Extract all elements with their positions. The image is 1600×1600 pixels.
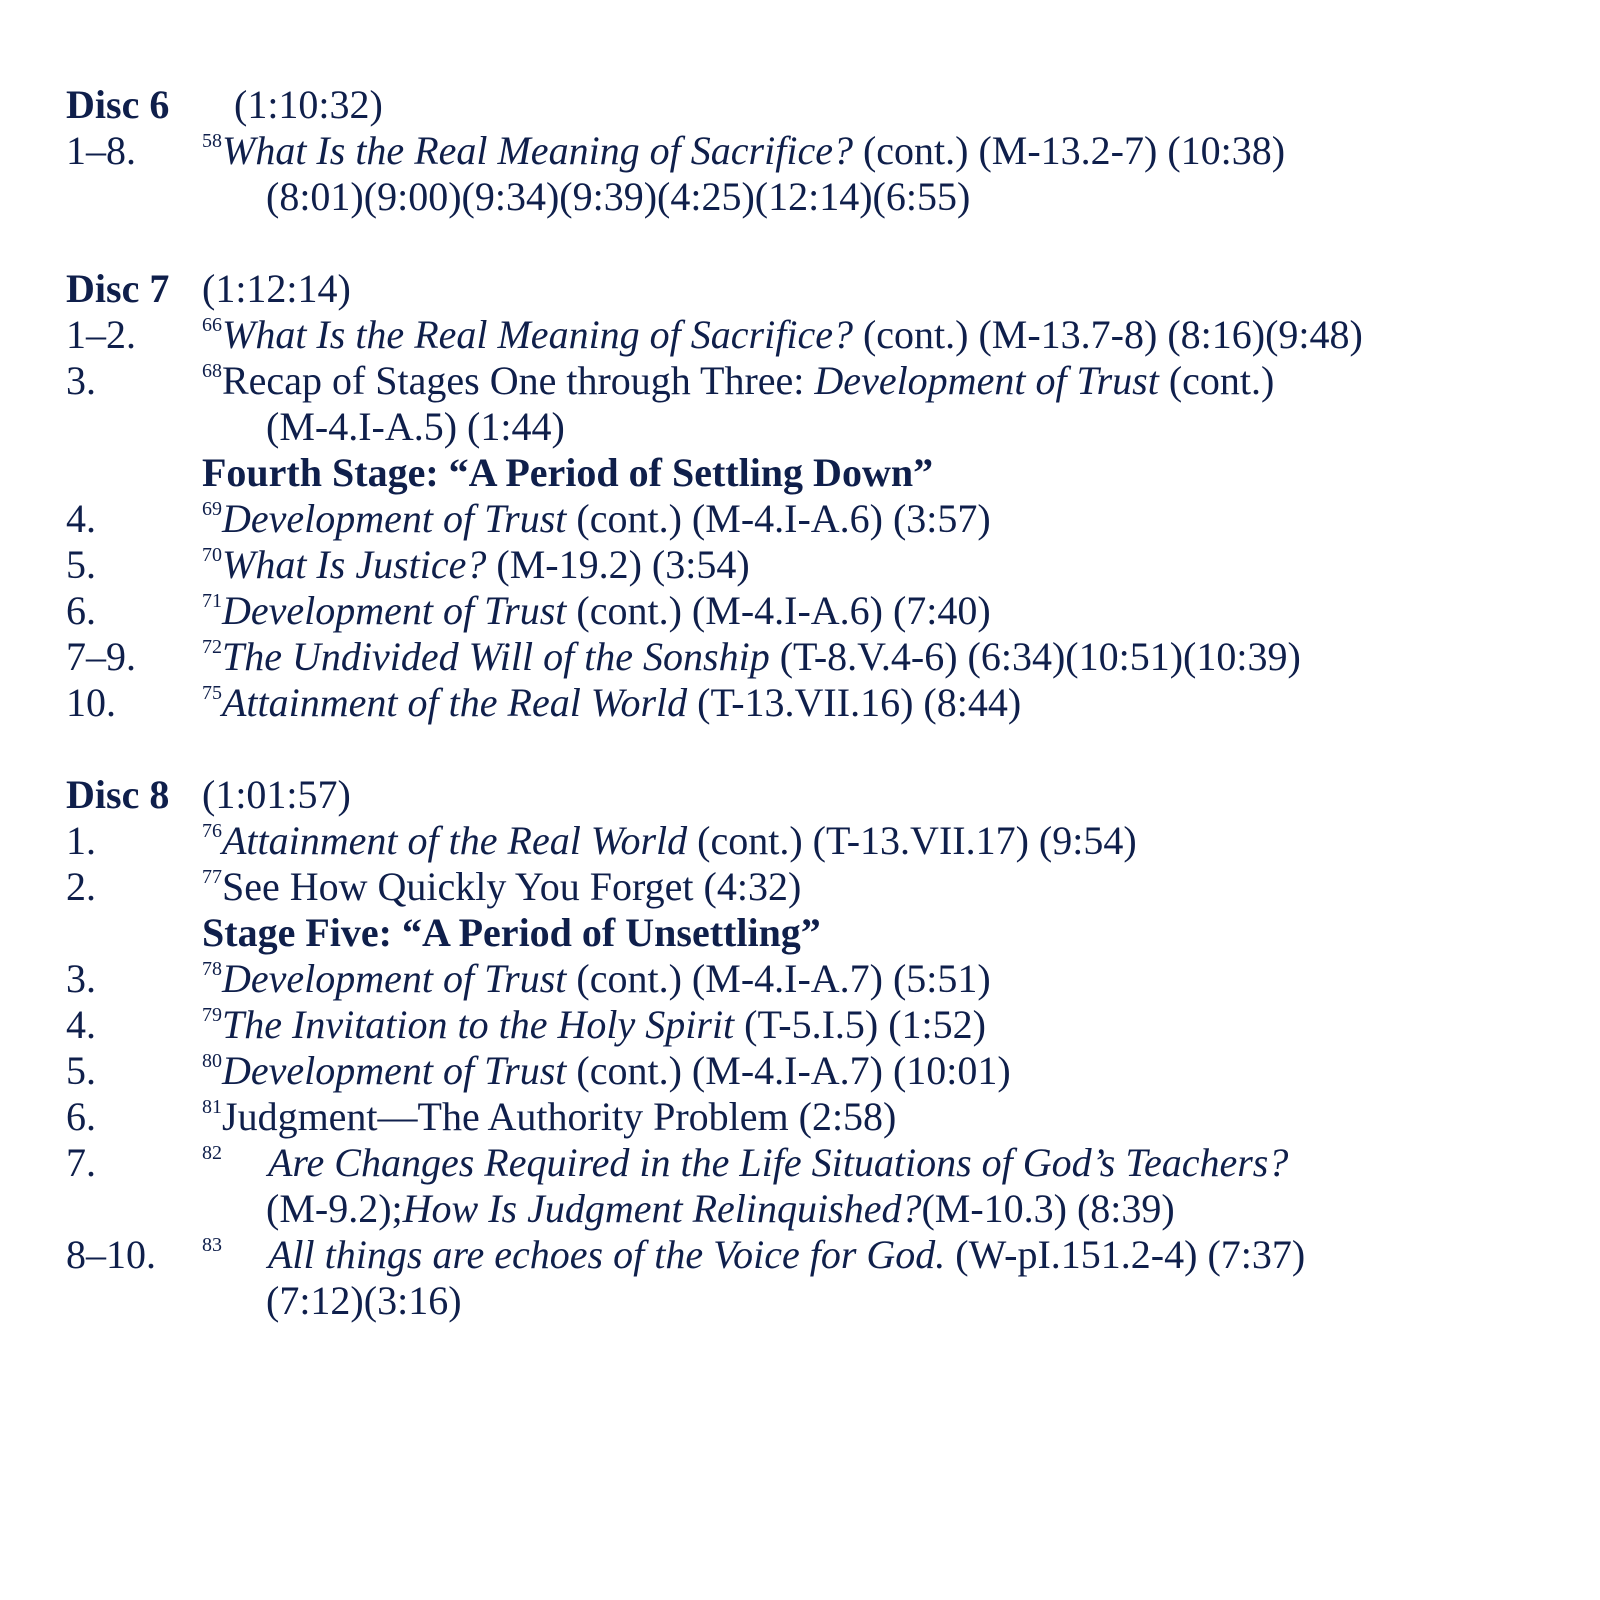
track-details: (cont.) (M-4.I-A.7) (5:51) (566, 956, 991, 1001)
track-number: 4. (66, 1002, 96, 1047)
track-body: $^{82}$ Are Changes Required in the Life Situations of God’s Teachers? (202, 1140, 1289, 1185)
track-number: 8–10. (66, 1232, 156, 1277)
footnote-ref: 68 (202, 360, 222, 382)
track-number: 10. (66, 680, 116, 725)
track-title: Development of Trust (222, 1048, 567, 1093)
track-row (66, 496, 1566, 542)
track-continuation (66, 174, 1566, 220)
disc-header (66, 82, 1566, 128)
track-title: Attainment of the Real World (222, 680, 688, 725)
disc-label: Disc 7 (66, 266, 170, 311)
track-row (66, 1002, 1566, 1048)
footnote-ref: 66 (202, 314, 222, 336)
track-number: 3. (66, 956, 96, 1001)
track-details: (T-13.VII.16) (8:44) (687, 680, 1022, 725)
stage-heading-text: Fourth Stage: “A Period of Settling Down” (202, 450, 934, 495)
track-continuation (66, 404, 1566, 450)
footnote-ref: 80 (202, 1050, 222, 1072)
track-body (202, 496, 1566, 542)
track-body (202, 1048, 1566, 1094)
track-details: (T-5.I.5) (1:52) (734, 1002, 986, 1047)
disc-section (66, 266, 1566, 726)
track-title: Development of Trust (814, 358, 1159, 403)
track-title: What Is the Real Meaning of Sacrifice? (222, 312, 853, 357)
disc-section (66, 82, 1566, 220)
footnote-ref: 70 (202, 544, 222, 566)
footnote-ref: 75 (202, 682, 222, 704)
disc-header (66, 772, 1566, 818)
track-title: The Invitation to the Holy Spirit (222, 1002, 735, 1047)
track-body (202, 1094, 1566, 1140)
track-body (202, 818, 1566, 864)
stage-heading (66, 910, 1566, 956)
track-title: What Is Justice? (222, 542, 487, 587)
continuation-text: (7:12)(3:16) (266, 1278, 462, 1323)
track-row (66, 358, 1566, 404)
track-details: (cont.) (T-13.VII.17) (9:54) (687, 818, 1137, 863)
track-title: Development of Trust (222, 496, 567, 541)
track-details: (cont.) (M-13.7-8) (8:16)(9:48) (852, 312, 1363, 357)
track-continuation (66, 1186, 1566, 1232)
footnote-ref: 76 (202, 820, 222, 842)
track-row (66, 128, 1566, 174)
track-body (202, 542, 1566, 588)
track-plain-text: Judgment—The Authority Problem (2:58) (222, 1094, 897, 1139)
footnote-ref: 81 (202, 1096, 222, 1118)
track-body (202, 358, 1566, 404)
footnote-ref: 72 (202, 636, 222, 658)
disc-header (66, 266, 1566, 312)
disc-section (66, 772, 1566, 1324)
track-number: 4. (66, 496, 96, 541)
track-body: $^{83}$ All things are echoes of the Voice for God. (W-pI.151.2-4) (7:37) (202, 1232, 1306, 1277)
track-body (202, 864, 1566, 910)
track-body (202, 1002, 1566, 1048)
track-number: 1. (66, 818, 96, 863)
track-listing (66, 82, 1566, 1370)
track-row (66, 588, 1566, 634)
stage-heading-text: Stage Five: “A Period of Unsettling” (202, 910, 821, 955)
track-row (66, 1232, 1566, 1278)
track-details: (cont.) (M-13.2-7) (10:38) (852, 128, 1286, 173)
track-details: (M-10.3) (8:39) (921, 1186, 1175, 1231)
footnote-ref: 79 (202, 1004, 222, 1026)
track-continuation (66, 1278, 1566, 1324)
disc-duration: (1:12:14) (202, 266, 351, 311)
track-title: Are Changes Required in the Life Situations of God’s Teachers? (268, 1140, 1289, 1185)
continuation-text: (M-9.2); (266, 1186, 403, 1231)
footnote-ref: 58 (202, 130, 222, 152)
track-body (202, 956, 1566, 1002)
track-number: 1–8. (66, 128, 136, 173)
track-body (202, 312, 1566, 358)
track-number: 6. (66, 588, 96, 633)
track-title: Attainment of the Real World (222, 818, 688, 863)
track-number: 5. (66, 1048, 96, 1093)
disc-label: Disc 8 (66, 772, 170, 817)
track-details: (cont.) (M-4.I-A.6) (7:40) (566, 588, 991, 633)
track-details: (cont.) (1158, 358, 1275, 403)
track-row (66, 1048, 1566, 1094)
footnote-ref: 69 (202, 498, 222, 520)
track-row (66, 864, 1566, 910)
track-body (202, 588, 1566, 634)
track-row (66, 1094, 1566, 1140)
continuation-text: (8:01)(9:00)(9:34)(9:39)(4:25)(12:14)(6:55) (266, 174, 971, 219)
track-row (66, 818, 1566, 864)
track-details: (M-19.2) (3:54) (486, 542, 750, 587)
track-row (66, 312, 1566, 358)
track-plain-text: See How Quickly You Forget (4:32) (222, 864, 802, 909)
track-number: 1–2. (66, 312, 136, 357)
track-title: What Is the Real Meaning of Sacrifice? (222, 128, 853, 173)
footnote-ref: 77 (202, 866, 222, 888)
stage-heading (66, 450, 1566, 496)
track-number: 3. (66, 358, 96, 403)
track-body (202, 680, 1566, 726)
disc-duration: (1:01:57) (202, 772, 351, 817)
track-number: 7. (66, 1140, 96, 1185)
track-row (66, 634, 1566, 680)
track-title: All things are echoes of the Voice for God. (268, 1232, 946, 1277)
track-row (66, 680, 1566, 726)
track-number: 6. (66, 1094, 96, 1139)
track-title: How Is Judgment Relinquished? (402, 1186, 922, 1231)
disc-duration: (1:10:32) (234, 82, 383, 127)
track-details: (T-8.V.4-6) (6:34)(10:51)(10:39) (769, 634, 1301, 679)
track-number: 5. (66, 542, 96, 587)
footnote-ref: 78 (202, 958, 222, 980)
track-title: The Undivided Will of the Sonship (222, 634, 770, 679)
track-row (66, 542, 1566, 588)
track-body (202, 634, 1566, 680)
track-details: (W-pI.151.2-4) (7:37) (945, 1232, 1306, 1277)
track-number: 7–9. (66, 634, 136, 679)
disc-label: Disc 6 (66, 82, 170, 127)
track-title: Development of Trust (222, 956, 567, 1001)
track-details: (cont.) (M-4.I-A.6) (3:57) (566, 496, 991, 541)
track-row (66, 956, 1566, 1002)
track-row (66, 1140, 1566, 1186)
footnote-ref: 71 (202, 590, 222, 612)
track-title: Development of Trust (222, 588, 567, 633)
track-plain-text: Recap of Stages One through Three: (222, 358, 815, 403)
track-details: (cont.) (M-4.I-A.7) (10:01) (566, 1048, 1011, 1093)
continuation-text: (M-4.I-A.5) (1:44) (266, 404, 565, 449)
track-number: 2. (66, 864, 96, 909)
track-body (202, 128, 1566, 174)
